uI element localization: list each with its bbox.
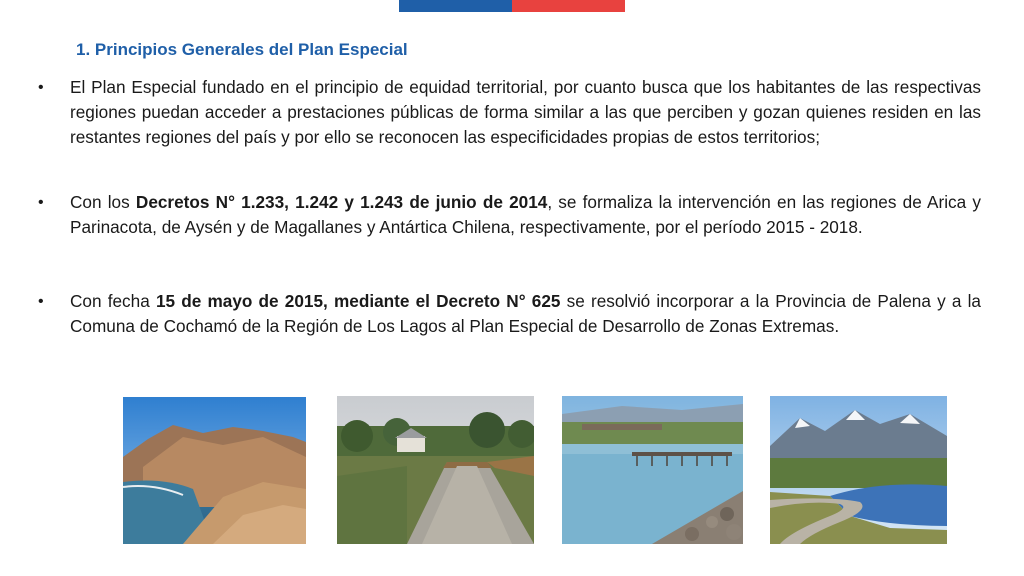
bullet-text-run: El Plan Especial fundado en el principio de equidad territorial, por cuanto busca que los habitantes de las respectivas regiones puedan acceder a prestaciones públicas de forma similar a las que perciben y gozan quienes residen en las restantes regiones del país y por ello se reconocen las especificidades propias de estos territorios; — [70, 77, 981, 147]
bullet-item — [36, 289, 981, 339]
bullet-text-run: se resolvió incorporar a la Provincia de Palena y a la Comuna de Cochamó de la Región de Los Lagos al Plan Especial de Desarrollo de Zonas Extremas. — [70, 291, 981, 336]
bullet-mark: • — [38, 194, 44, 211]
bullet-text-run: Con los — [70, 192, 136, 212]
bullet-text — [70, 289, 981, 339]
flag-stripe-red — [512, 0, 625, 12]
bullet-item — [36, 75, 981, 150]
flag-stripe-blue — [399, 0, 512, 12]
bullet-text — [70, 190, 981, 240]
bullet-text-run: Con fecha — [70, 291, 156, 311]
section-heading: 1. Principios Generales del Plan Especial — [76, 40, 408, 59]
bullet-text — [70, 75, 981, 150]
bullet-text-run: , se formaliza la intervención en las regiones de Arica y Parinacota, de Aysén y de Magallanes y Antártica Chilena, respectivamente, por el período 2015 - 2018. — [70, 192, 981, 237]
bullet-text-bold: Decretos N° 1.233, 1.242 y 1.243 de junio de 2014 — [135, 192, 548, 212]
flag-stripe — [399, 0, 625, 12]
coastal-hills-photo — [123, 397, 306, 544]
bullet-mark: • — [38, 293, 44, 310]
bullet-item — [36, 190, 981, 240]
bullet-text-bold: 15 de mayo de 2015, mediante el Decreto N° 625 — [155, 291, 561, 311]
lake-pier-photo — [562, 396, 743, 544]
mountain-lake-road-photo — [770, 396, 947, 544]
bullet-mark: • — [38, 79, 44, 96]
rural-bridge-photo — [337, 396, 534, 544]
